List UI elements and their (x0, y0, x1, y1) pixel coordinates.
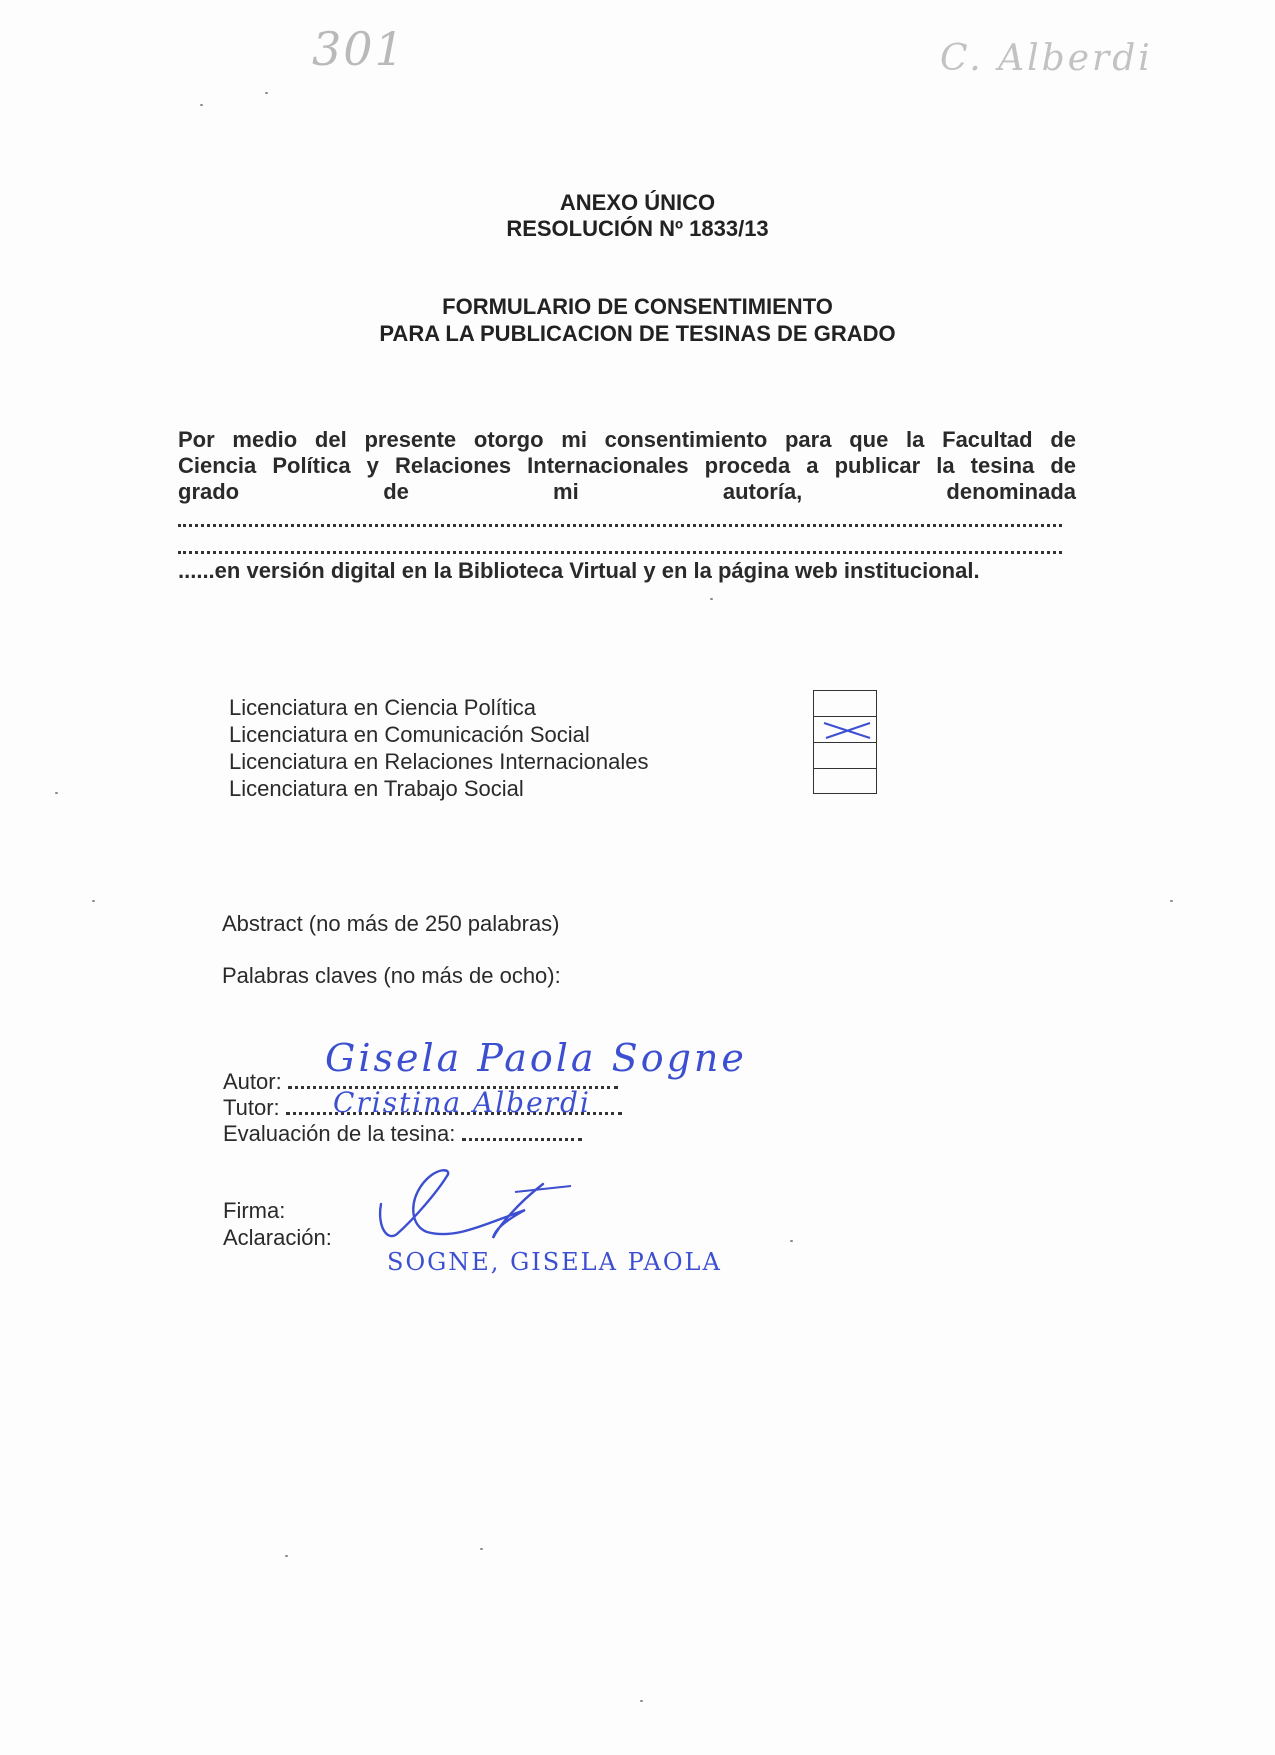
thesis-title-blank-line-1[interactable] (178, 524, 1062, 527)
scan-speck (480, 1548, 483, 1550)
signature-scribble-icon (375, 1164, 605, 1254)
clarification-handwritten-value: SOGNE, GISELA PAOLA (387, 1248, 722, 1276)
degree-list (229, 694, 648, 802)
tutor-handwritten-value: Cristina Alberdi (333, 1086, 591, 1119)
scan-speck (790, 1240, 793, 1242)
scan-speck (1170, 900, 1173, 902)
consent-line-2: Ciencia Política y Relaciones Internacionales proceda a publicar la tesina de (178, 453, 1076, 478)
check-mark-icon (814, 717, 878, 743)
consent-line-4: ......en versión digital en la Biblioteca Virtual y en la página web institucional. (178, 558, 980, 583)
annex-title: ANEXO ÚNICO (559, 190, 716, 215)
consent-line-3: grado de mi autoría, denominada (178, 479, 1076, 504)
consent-paragraph (178, 427, 1076, 505)
scan-speck (92, 900, 95, 902)
evaluation-row (223, 1120, 582, 1147)
degree-trabajo-social: Licenciatura en Trabajo Social (229, 776, 524, 801)
clarification-label: Aclaración: (223, 1225, 332, 1250)
author-label: Autor: (223, 1069, 282, 1094)
resolution-number: RESOLUCIÓN Nº 1833/13 (506, 216, 769, 241)
handwritten-page-number: 301 (312, 22, 406, 76)
checkbox-relaciones-internacionales[interactable] (813, 742, 877, 768)
keywords-label: Palabras claves (no más de ocho): (222, 963, 561, 988)
form-subtitle: PARA LA PUBLICACION DE TESINAS DE GRADO (379, 321, 896, 346)
degree-ciencia-politica: Licenciatura en Ciencia Política (229, 695, 536, 720)
scan-speck (55, 792, 58, 794)
scan-speck (265, 92, 268, 94)
checkbox-trabajo-social[interactable] (813, 768, 877, 794)
form-title: FORMULARIO DE CONSENTIMIENTO (442, 294, 833, 319)
thesis-title-blank-line-2[interactable] (178, 551, 1062, 554)
degree-relaciones-internacionales: Licenciatura en Relaciones Internacionales (229, 749, 649, 774)
evaluation-field[interactable] (462, 1120, 582, 1141)
abstract-label: Abstract (no más de 250 palabras) (222, 911, 560, 936)
signature-label: Firma: (223, 1198, 286, 1223)
evaluation-label: Evaluación de la tesina: (223, 1121, 456, 1146)
checkbox-ciencia-politica[interactable] (813, 690, 877, 716)
degree-checkboxes (813, 690, 877, 794)
consent-line-1: Por medio del presente otorgo mi consentimiento para que la Facultad de (178, 427, 1076, 452)
scan-speck (285, 1555, 288, 1557)
scan-speck (640, 1700, 643, 1702)
tutor-label: Tutor: (223, 1095, 280, 1120)
checkbox-comunicacion-social[interactable] (813, 716, 877, 742)
scan-speck (710, 598, 713, 600)
author-handwritten-value: Gisela Paola Sogne (325, 1036, 747, 1080)
handwritten-tutor-name: C. Alberdi (940, 38, 1153, 79)
degree-comunicacion-social: Licenciatura en Comunicación Social (229, 722, 590, 747)
scan-speck (200, 104, 203, 106)
